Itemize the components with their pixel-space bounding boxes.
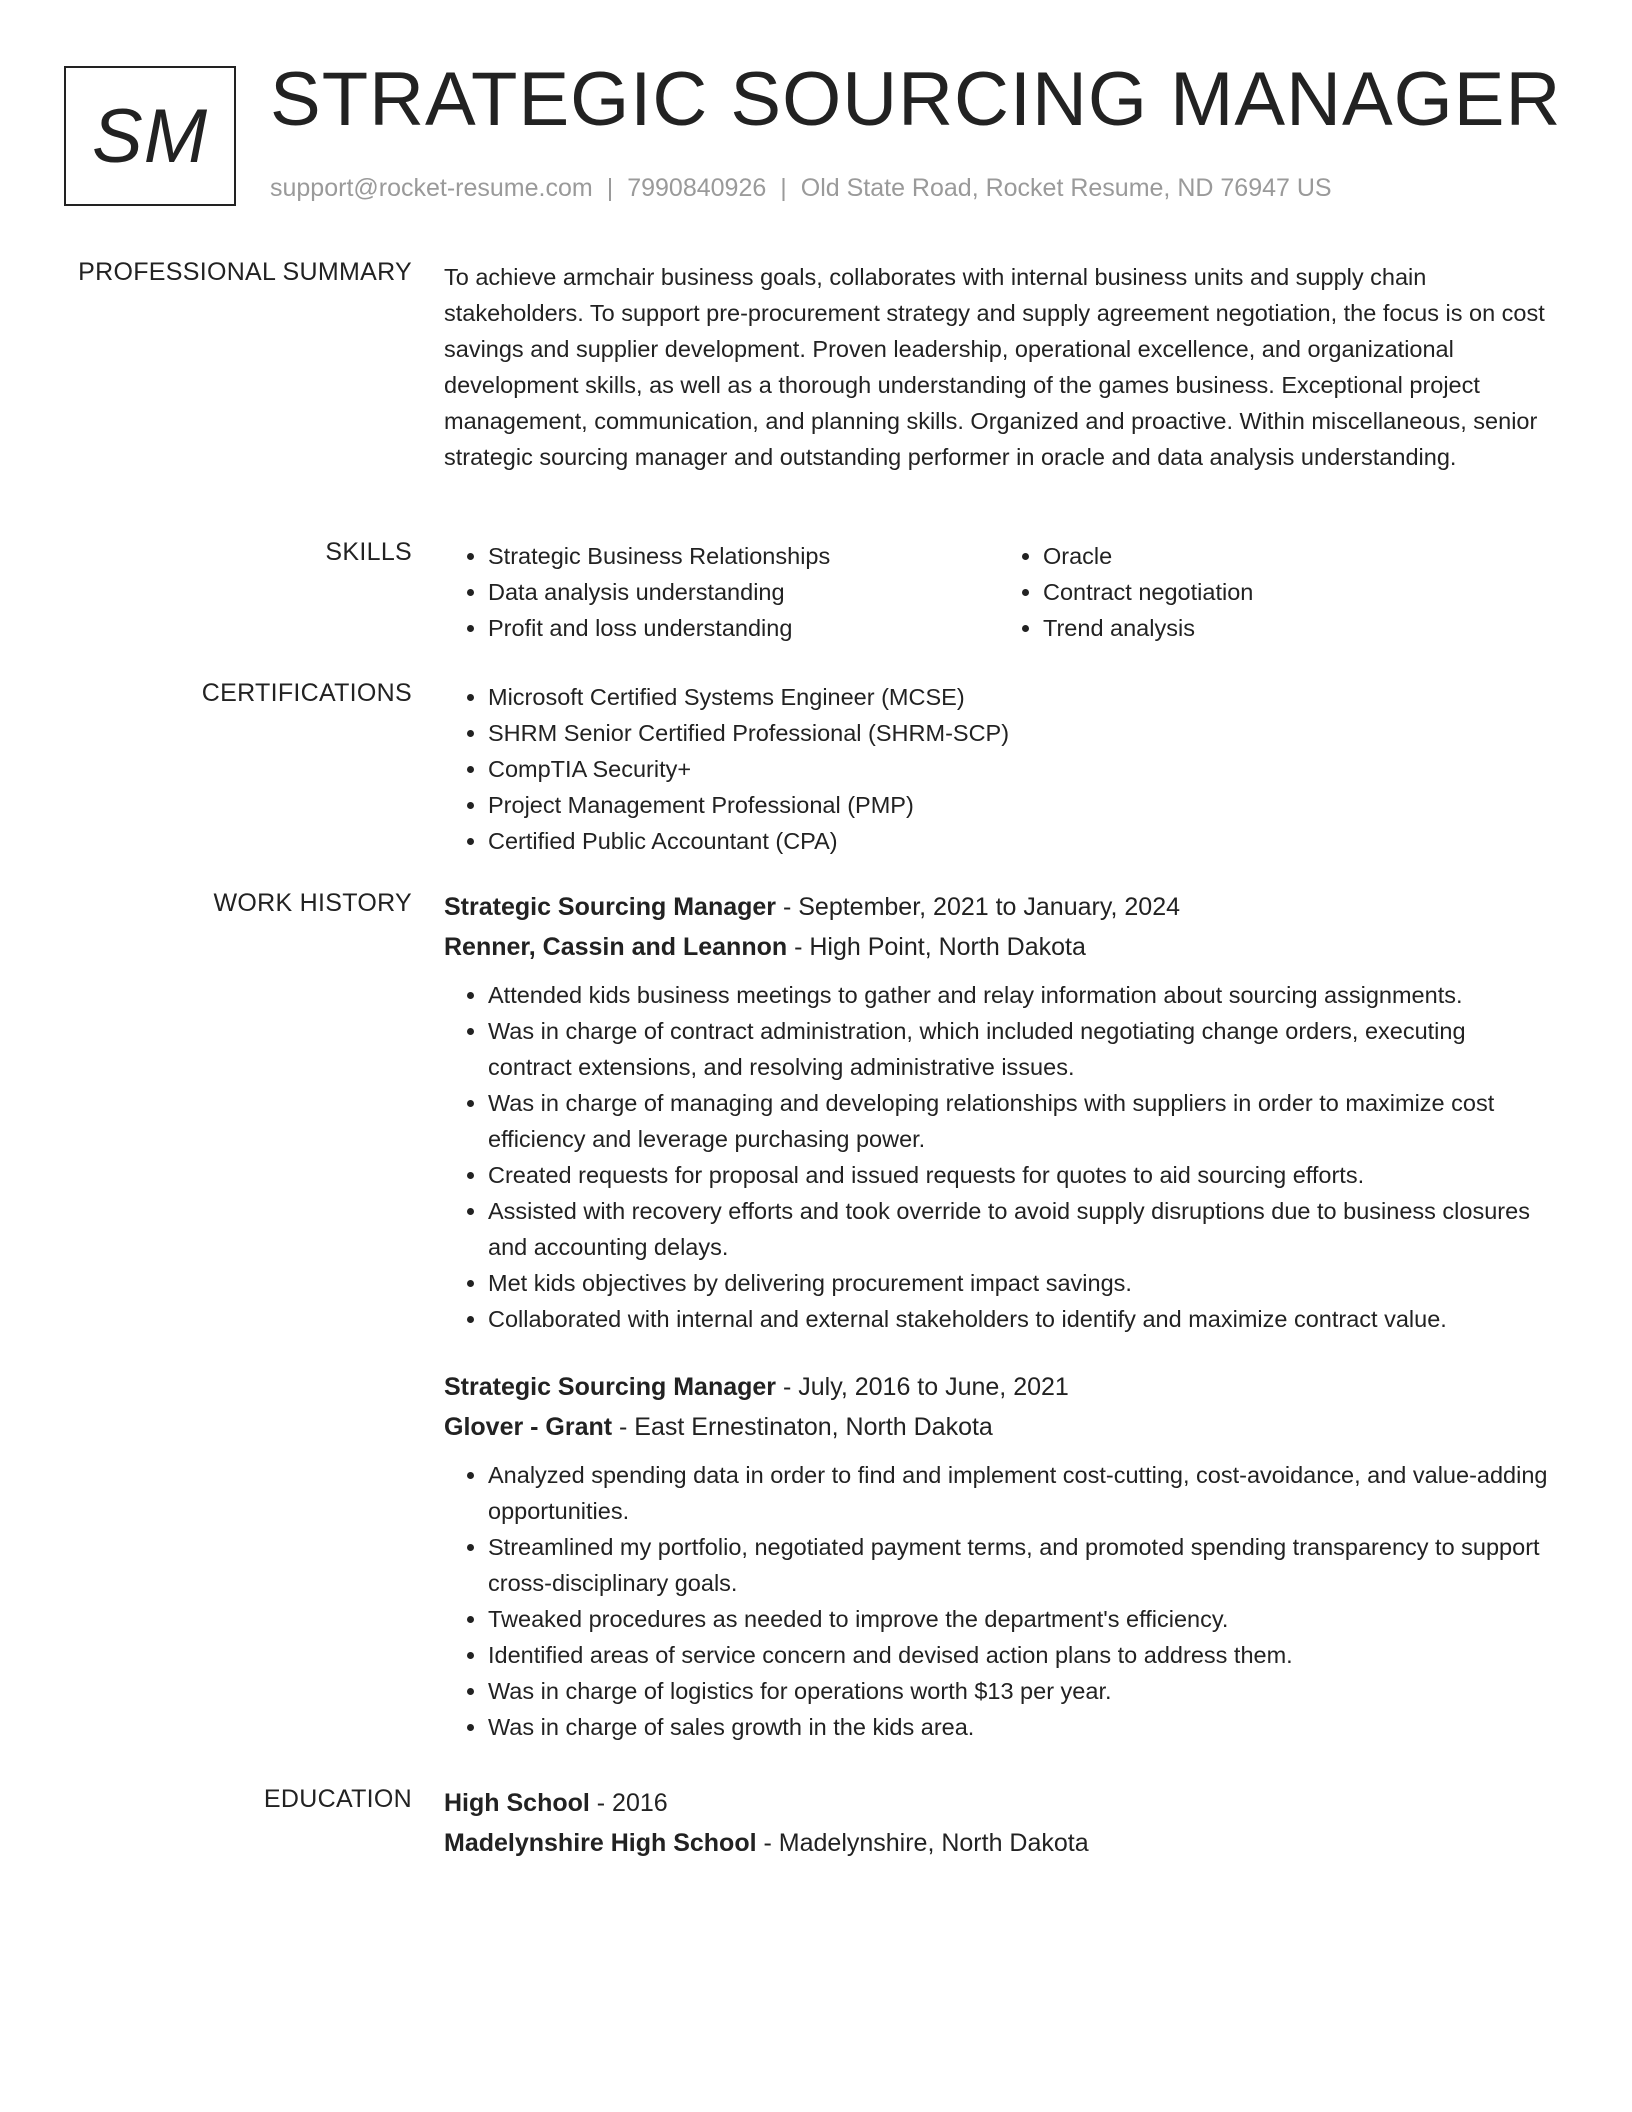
job-bullet: • Met kids objectives by delivering procurement impact savings. — [488, 1265, 1554, 1301]
skill-item: • Data analysis understanding — [488, 574, 999, 610]
job-dates: - September, 2021 to January, 2024 — [776, 893, 1180, 921]
job-entry — [444, 1367, 1554, 1745]
certifications-label: CERTIFICATIONS — [201, 679, 412, 707]
education-location: - Madelynshire, North Dakota — [756, 1829, 1089, 1857]
summary-label: PROFESSIONAL SUMMARY — [78, 258, 412, 286]
certification-item: • SHRM Senior Certified Professional (SHRM-SCP) — [488, 715, 1554, 751]
summary-text: To achieve armchair business goals, collaborates with internal business units and supply chain stakeholders. To support pre-procurement strategy and supply agreement negotiation, the focus is on cost savings and supplier development. Proven leadership, operational excellence, and organizational development skills, as well as a thorough understanding of the games business. Exceptional project management, communication, and planning skills. Organized and proactive. Within miscellaneous, senior strategic sourcing manager and outstanding performer in oracle and data analysis understanding. — [444, 264, 1545, 470]
job-company: Glover - Grant — [444, 1413, 613, 1441]
certification-item: • Microsoft Certified Systems Engineer (MCSE) — [488, 679, 1554, 715]
job-bullet: • Attended kids business meetings to gather and relay information about sourcing assignments. — [488, 977, 1554, 1013]
summary-body — [444, 259, 1554, 475]
education-school-line — [444, 1823, 1554, 1863]
skills-list-right — [999, 538, 1554, 646]
job-company-line — [444, 1407, 1554, 1447]
certifications-list — [444, 679, 1554, 859]
skill-item: • Contract negotiation — [1043, 574, 1554, 610]
skill-item: • Strategic Business Relationships — [488, 538, 999, 574]
skill-item: • Trend analysis — [1043, 610, 1554, 646]
job-bullet: • Assisted with recovery efforts and took override to avoid supply disruptions due to business closures and accounting delays. — [488, 1193, 1554, 1265]
contact-address: Old State Road, Rocket Resume, ND 76947 US — [800, 174, 1332, 202]
job-location: - High Point, North Dakota — [787, 933, 1086, 961]
job-bullets — [444, 977, 1554, 1337]
skill-item: • Profit and loss understanding — [488, 610, 999, 646]
skill-item: • Oracle — [1043, 538, 1554, 574]
certifications-body — [444, 679, 1554, 859]
skills-label: SKILLS — [325, 538, 412, 566]
job-bullet: • Was in charge of contract administration, which included negotiating change orders, executing contract extensions, and resolving administrative issues. — [488, 1013, 1554, 1085]
job-bullets — [444, 1457, 1554, 1745]
skills-list-left — [444, 538, 999, 646]
job-title: Strategic Sourcing Manager — [444, 1373, 777, 1401]
certification-item: • Project Management Professional (PMP) — [488, 787, 1554, 823]
contact-separator: | — [606, 174, 614, 202]
job-spacer — [444, 1337, 1554, 1367]
job-bullet: • Streamlined my portfolio, negotiated payment terms, and promoted spending transparency to support cross-disciplinary goals. — [488, 1529, 1554, 1601]
job-bullet: • Was in charge of managing and developing relationships with suppliers in order to maximize cost efficiency and leverage purchasing power. — [488, 1085, 1554, 1157]
education-year: - 2016 — [589, 1789, 668, 1817]
education-degree: High School — [444, 1789, 590, 1817]
skills-body — [444, 538, 1554, 646]
education-body — [444, 1783, 1554, 1863]
job-bullet: • Analyzed spending data in order to find and implement cost-cutting, cost-avoidance, and value-adding opportunities. — [488, 1457, 1554, 1529]
work-history-label: WORK HISTORY — [213, 889, 412, 917]
education-label: EDUCATION — [263, 1785, 412, 1813]
job-dates: - July, 2016 to June, 2021 — [776, 1373, 1069, 1401]
job-title-line — [444, 887, 1554, 927]
job-location: - East Ernestinaton, North Dakota — [612, 1413, 993, 1441]
contact-line — [270, 174, 1332, 203]
job-bullet: • Identified areas of service concern and devised action plans to address them. — [488, 1637, 1554, 1673]
monogram-box — [64, 66, 236, 206]
job-bullet: • Created requests for proposal and issued requests for quotes to aid sourcing efforts. — [488, 1157, 1554, 1193]
certification-item: • CompTIA Security+ — [488, 751, 1554, 787]
job-bullet: • Collaborated with internal and external stakeholders to identify and maximize contract value. — [488, 1301, 1554, 1337]
job-bullet: • Was in charge of logistics for operations worth $13 per year. — [488, 1673, 1554, 1709]
contact-phone: 7990840926 — [627, 174, 767, 202]
contact-separator: | — [780, 174, 787, 202]
monogram-initials: SM — [92, 93, 208, 179]
resume-title: STRATEGIC SOURCING MANAGER — [270, 57, 1562, 142]
education-school: Madelynshire High School — [444, 1829, 757, 1857]
job-title: Strategic Sourcing Manager — [444, 893, 777, 921]
job-bullet: • Was in charge of sales growth in the kids area. — [488, 1709, 1554, 1745]
contact-email: support@rocket-resume.com — [270, 174, 593, 202]
job-company-line — [444, 927, 1554, 967]
job-entry — [444, 887, 1554, 1337]
job-company: Renner, Cassin and Leannon — [444, 933, 788, 961]
work-history-body — [444, 887, 1554, 1745]
job-bullet: • Tweaked procedures as needed to improve the department's efficiency. — [488, 1601, 1554, 1637]
certification-item: • Certified Public Accountant (CPA) — [488, 823, 1554, 859]
job-title-line — [444, 1367, 1554, 1407]
education-degree-line — [444, 1783, 1554, 1823]
